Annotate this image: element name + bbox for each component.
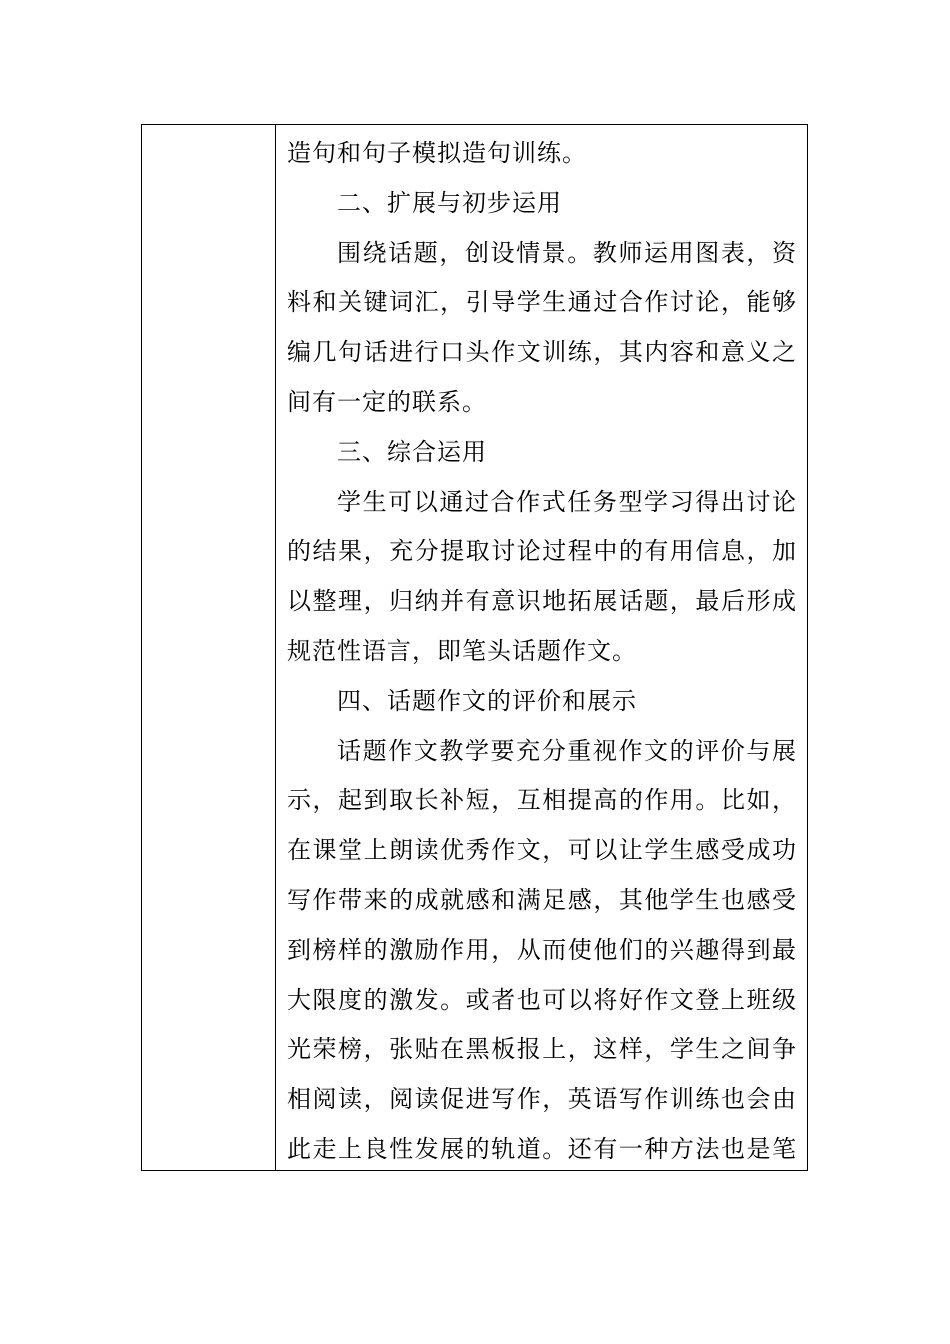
text-line: 大限度的激发。或者也可以将好作文登上班级 <box>287 985 797 1014</box>
text-line: 料和关键词汇，引导学生通过合作讨论，能够 <box>287 288 797 317</box>
text-line: 编几句话进行口头作文训练，其内容和意义之 <box>287 338 797 367</box>
table-left-cell <box>142 125 276 1170</box>
text-line: 规范性语言，即笔头话题作文。 <box>287 636 637 665</box>
text-line: 围绕话题，创设情景。教师运用图表，资 <box>337 238 797 267</box>
text-line: 相阅读，阅读促进写作，英语写作训练也会由 <box>287 1085 797 1114</box>
text-line: 示，起到取长补短，互相提高的作用。比如， <box>287 786 797 815</box>
text-line: 间有一定的联系。 <box>287 387 487 416</box>
text-line: 写作带来的成就感和满足感，其他学生也感受 <box>287 885 797 914</box>
text-line: 话题作文教学要充分重视作文的评价与展 <box>337 736 797 765</box>
text-line: 在课堂上朗读优秀作文，可以让学生感受成功 <box>287 836 797 865</box>
text-line: 造句和句子模拟造句训练。 <box>287 139 587 167</box>
text-line: 二、扩展与初步运用 <box>337 188 562 217</box>
text-line: 三、综合运用 <box>337 437 487 466</box>
text-line: 四、话题作文的评价和展示 <box>337 686 637 715</box>
text-line: 的结果，充分提取讨论过程中的有用信息，加 <box>287 537 797 566</box>
text-line: 学生可以通过合作式任务型学习得出讨论 <box>337 487 797 516</box>
content-table <box>141 124 808 1171</box>
text-line: 光荣榜，张贴在黑板报上，这样，学生之间争 <box>287 1035 797 1064</box>
text-line: 此走上良性发展的轨道。还有一种方法也是笔 <box>287 1134 797 1163</box>
text-line: 到榜样的激励作用，从而使他们的兴趣得到最 <box>287 935 797 964</box>
table-right-cell <box>276 125 807 1170</box>
text-line: 以整理，归纳并有意识地拓展话题，最后形成 <box>287 587 797 616</box>
